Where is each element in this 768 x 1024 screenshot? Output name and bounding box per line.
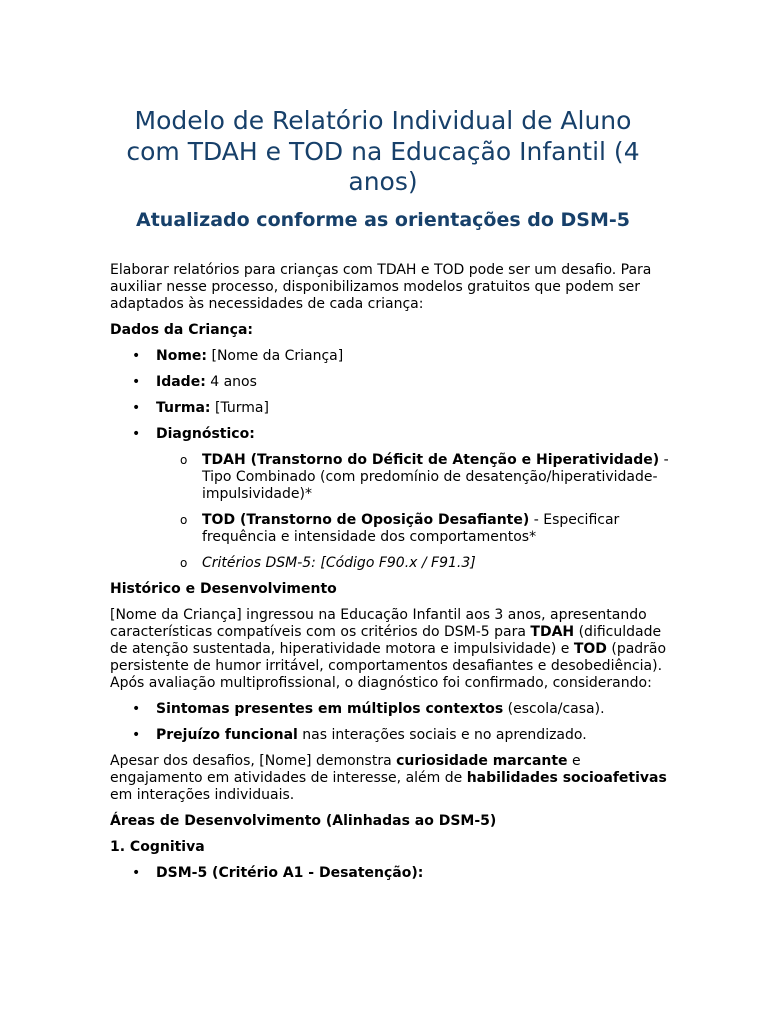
list-item-name: • Nome: [Nome da Criança] [110,348,670,365]
intro-paragraph: Elaborar relatórios para crianças com TDAH e TOD pode ser um desafio. Para auxiliar nesse processo, disponibilizamos modelos gratuitos que podem ser adaptados às necessidades de cada criança: [110,262,652,312]
strengths-paragraph: Apesar dos desafios, [Nome] demonstra curiosidade marcante e engajamento em atividades de interesse, além de habilidades socioafetivas em interações individuais. [110,753,667,803]
document-title: Modelo de Relatório Individual de Aluno com TDAH e TOD na Educação Infantil (4 anos) [126,106,640,196]
list-item-symptoms: • Sintomas presentes em múltiplos contextos (escola/casa). [110,701,670,718]
diagnosis-sublist [156,452,670,572]
list-item-diagnosis: • Diagnóstico: o TDAH (Transtorno do Déficit de Atenção e Hiperatividade) - Tipo Combinado (com predomínio de desatenção/hiperatividade-impulsividade)* o TOD (Transtorno de Oposição Desafiante) - Especificar frequência e intensidade dos comportamentos* o Critérios DSM-5: [Código F90.x / F91.3] [110,426,670,572]
history-list [110,701,670,744]
history-paragraph: [Nome da Criança] ingressou na Educação Infantil aos 3 anos, apresentando características compatíveis com os critérios do DSM-5 para TDAH (dificuldade de atenção sustentada, hiperatividade motora e impulsividade) e TOD (padrão persistente de humor irritável, comportamentos desafiantes e desobediência). Após avaliação multiprofissional, o diagnóstico foi confirmado, considerando: [110,607,667,691]
child-data-heading: Dados da Criança: [110,322,253,338]
document-subtitle: Atualizado conforme as orientações do DSM-5 [136,209,630,231]
areas-heading: Áreas de Desenvolvimento (Alinhadas ao DSM-5) [110,813,497,829]
list-item-criterion-a1: • DSM-5 (Critério A1 - Desatenção): [110,865,670,882]
document-body [110,262,670,891]
history-heading: Histórico e Desenvolvimento [110,581,337,597]
cognitive-heading: 1. Cognitiva [110,839,205,855]
child-data-list [110,348,670,572]
sublist-item-tdah: o TDAH (Transtorno do Déficit de Atenção e Hiperatividade) - Tipo Combinado (com predomínio de desatenção/hiperatividade-impulsividade)* [156,452,670,503]
list-item-impairment: • Prejuízo funcional nas interações sociais e no aprendizado. [110,727,670,744]
list-item-class: • Turma: [Turma] [110,400,670,417]
list-item-age: • Idade: 4 anos [110,374,670,391]
sublist-item-tod: o TOD (Transtorno de Oposição Desafiante) - Especificar frequência e intensidade dos comportamentos* [156,512,670,546]
sublist-item-criteria: o Critérios DSM-5: [Código F90.x / F91.3] [156,555,670,572]
cognitive-list [110,865,670,882]
